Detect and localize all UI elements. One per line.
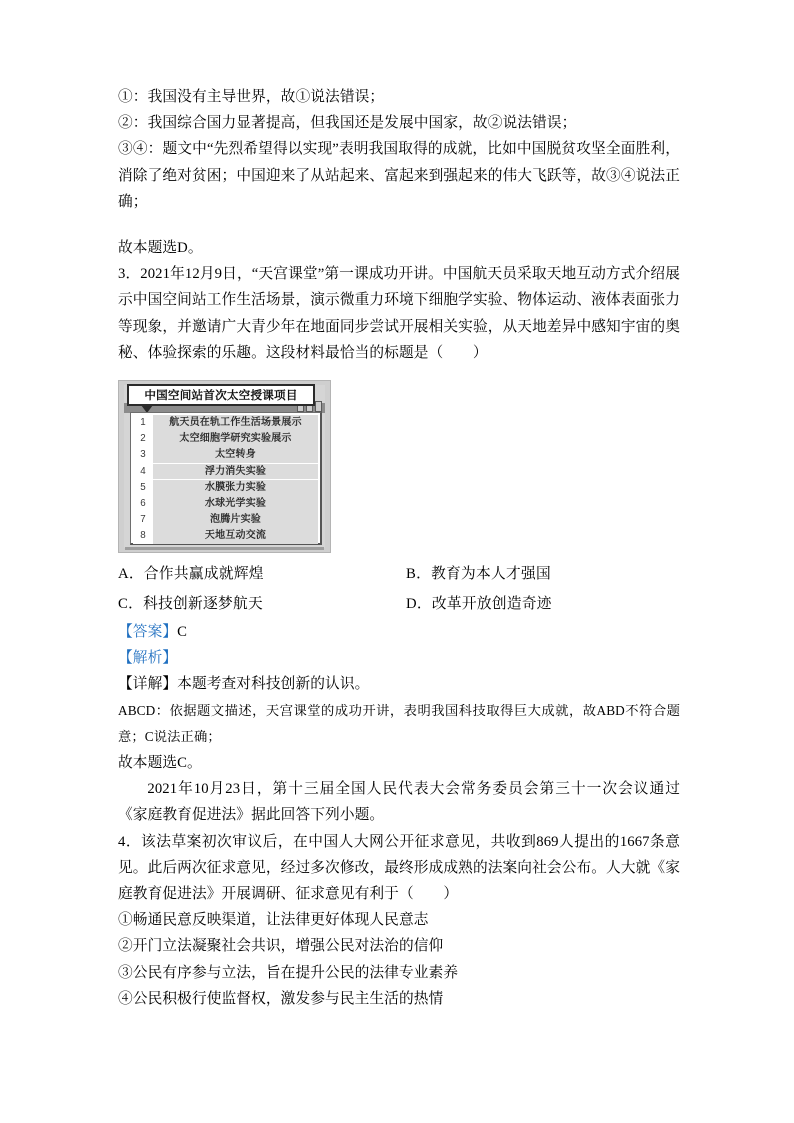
explanation-block-previous <box>118 84 680 261</box>
table-row <box>133 431 318 447</box>
question-3-options <box>118 559 680 619</box>
material-2-intro: 2021年10月23日，第十三届全国人民代表大会常务委员会第三十一次会议通过《家庭教育促进法》据此回答下列小题。 <box>118 781 680 824</box>
answer-label: 【答案】 <box>118 624 178 641</box>
detail-line-3: 故本题选C。 <box>118 755 202 772</box>
question-4-item-4: ④公民积极行使监督权，激发参与民主生活的热情 <box>118 990 444 1007</box>
question-4-item-3: ③公民有序参与立法，旨在提升公民的法律专业素养 <box>118 964 459 981</box>
option-c-label: C．科技创新逐梦航天 <box>118 596 263 613</box>
option-d[interactable] <box>399 589 680 619</box>
detail-line-2: ABCD：依据题文描述，天宫课堂的成功开讲，表明我国科技取得巨大成就，故ABD不符合题意；C说法正确； <box>118 702 680 744</box>
question-3-figure-wrapper <box>118 380 680 553</box>
question-4-stem: 4．该法草案初次审议后，在中国人大网公开征求意见，共收到869人提出的1667条意见。此后两次征求意见，经过多次修改，最终形成成熟的法案向社会公布。人大就《家庭教育促进法》开展调研、征求意见有利于（ ） <box>118 833 680 903</box>
options-row-2 <box>118 589 680 619</box>
table-row <box>133 464 318 480</box>
explanation-line-3: ③④：题文中“先烈希望得以实现”表明我国取得的成就，比如中国脱贫攻坚全面胜利，消除了绝对贫困；中国迎来了从站起来、富起来到强起来的伟大飞跃等，故③④说法正确； <box>118 141 680 210</box>
table-row <box>133 415 318 431</box>
row-number: 1 <box>133 415 153 431</box>
option-a[interactable] <box>118 559 399 589</box>
option-d-label: D．改革开放创造奇迹 <box>406 596 552 613</box>
question-4 <box>118 829 680 1012</box>
row-text: 太空细胞学研究实验展示 <box>153 431 318 447</box>
table-row <box>133 512 318 528</box>
row-number: 5 <box>133 480 153 496</box>
answer-line <box>118 619 680 645</box>
figure-rows-panel <box>130 412 322 545</box>
question-3 <box>118 261 680 776</box>
options-row-1 <box>118 559 680 589</box>
row-number: 6 <box>133 496 153 512</box>
row-text: 水球光学实验 <box>153 496 318 512</box>
row-text: 浮力消失实验 <box>153 464 318 480</box>
table-row <box>133 480 318 496</box>
table-row <box>133 447 318 463</box>
table-row <box>133 528 318 544</box>
row-text: 泡腾片实验 <box>153 512 318 528</box>
spacer <box>118 215 680 235</box>
question-4-item-1: ①畅通民意反映渠道，让法律更好体现人民意志 <box>118 912 429 929</box>
figure-title-banner <box>127 384 315 406</box>
explanation-line-1: ①：我国没有主导世界，故①说法错误； <box>118 89 385 105</box>
detail-line-1: 【详解】本题考查对科技创新的认识。 <box>118 676 370 693</box>
row-number: 7 <box>133 512 153 528</box>
analysis-label: 【解析】 <box>118 650 178 667</box>
row-number: 8 <box>133 528 153 544</box>
row-text: 航天员在轨工作生活场景展示 <box>153 415 318 431</box>
option-b[interactable] <box>399 559 680 589</box>
answer-value: C <box>177 624 188 641</box>
explanation-line-2: ②：我国综合国力显著提高，但我国还是发展中国家，故②说法错误； <box>118 115 577 132</box>
option-a-label: A．合作共赢成就辉煌 <box>118 566 264 583</box>
table-row <box>133 496 318 512</box>
row-text: 水膜张力实验 <box>153 480 318 496</box>
row-number: 4 <box>133 464 153 480</box>
figure-title-text: 中国空间站首次太空授课项目 <box>144 389 298 403</box>
question-3-stem: 3．2021年12月9日，“天宫课堂”第一课成功开讲。中国航天员采取天地互动方式介绍展示中国空间站工作生活场景，演示微重力环境下细胞学实验、物体运动、液体表面张力等现象，并邀请广大青少年在地面同步尝试开展相关实验，从天地差异中感知宇宙的奥秘、体验探索的乐趣。这段材料最恰当的标题是（ ） <box>118 266 680 361</box>
figure-shadow <box>125 547 324 550</box>
question-4-item-2: ②开门立法凝聚社会共识，增强公民对法治的信仰 <box>118 938 444 955</box>
option-b-label: B．教育为本人才强国 <box>406 566 551 583</box>
space-station-projects-figure <box>118 380 331 553</box>
row-text: 天地互动交流 <box>153 528 318 544</box>
page-content <box>118 84 680 1012</box>
option-c[interactable] <box>118 589 399 619</box>
figure-notch-3 <box>315 401 322 412</box>
row-number: 2 <box>133 431 153 447</box>
row-text: 太空转身 <box>153 447 318 463</box>
row-number: 3 <box>133 447 153 463</box>
explanation-conclusion: 故本题选D。 <box>118 240 203 257</box>
